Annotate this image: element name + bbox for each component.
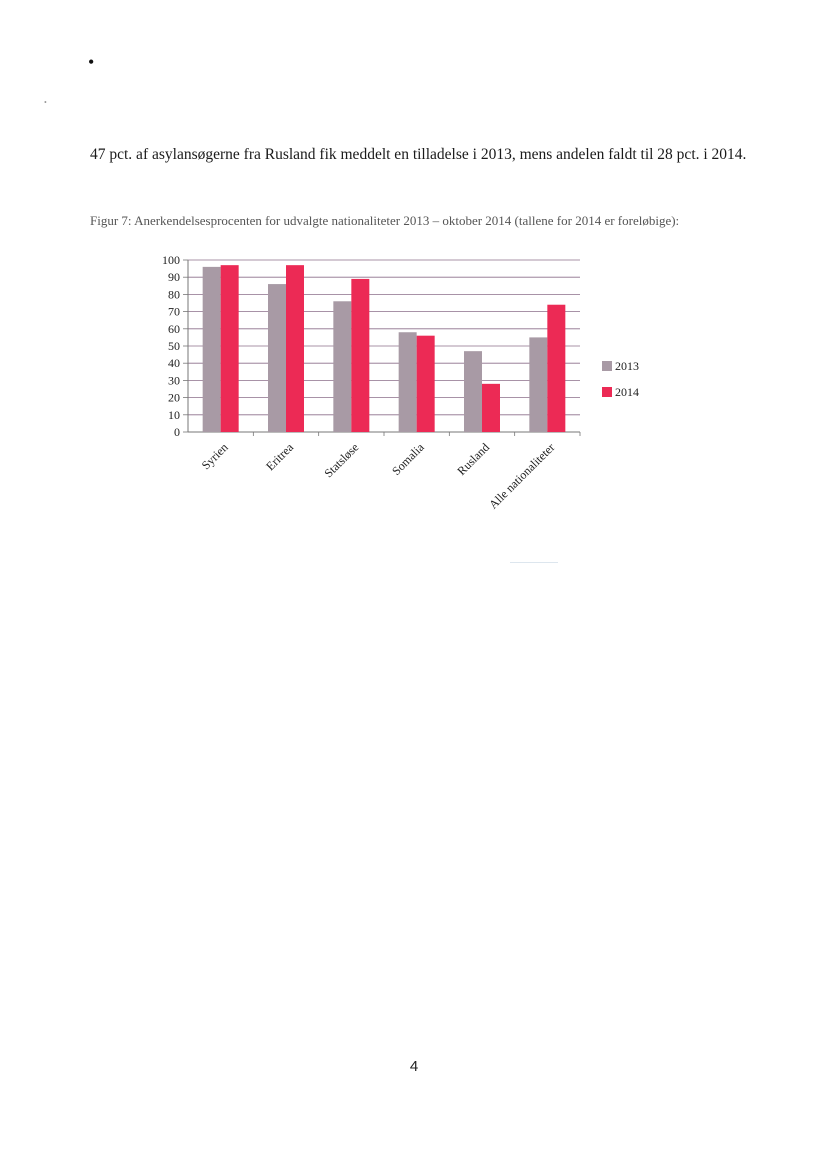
x-tick-label: Syrien (198, 440, 231, 473)
y-tick-label: 0 (174, 425, 180, 439)
y-tick-label: 80 (168, 287, 180, 302)
bar-2014 (547, 305, 565, 432)
y-tick-label: 90 (168, 270, 180, 285)
legend-swatch-2014 (602, 387, 612, 397)
x-tick-label: Alle nationaliteter (486, 440, 558, 512)
figure-caption: Figur 7: Anerkendelsesprocenten for udvalgte nationaliteter 2013 – oktober 2014 (tallene for 2014 er foreløbige): (90, 213, 680, 228)
bar-2014 (286, 265, 304, 432)
y-tick-label: 40 (168, 356, 180, 371)
legend-swatch-2013 (602, 361, 612, 371)
bullet-mark: • (88, 52, 95, 72)
bar-2013 (268, 284, 286, 432)
bar-2013 (464, 351, 482, 432)
y-tick-label: 30 (168, 373, 180, 388)
bar-2013 (529, 337, 547, 432)
bar-2013 (399, 332, 417, 432)
legend-label-2014: 2014 (615, 385, 639, 399)
y-tick-label: 10 (168, 407, 180, 422)
x-tick-label: Somalia (389, 440, 427, 478)
bar-2014 (482, 384, 500, 432)
y-tick-label: 70 (168, 304, 180, 319)
bar-2014 (221, 265, 239, 432)
legend-label-2013: 2013 (615, 359, 639, 373)
x-tick-label: Rusland (454, 440, 493, 478)
scan-speck: • (44, 98, 47, 107)
y-tick-label: 20 (168, 390, 180, 405)
bar-2014 (417, 336, 435, 432)
figure-chart (140, 248, 660, 548)
x-tick-label: Statsløse (321, 440, 362, 481)
bar-2014 (351, 279, 369, 432)
page-number: 4 (409, 1058, 419, 1075)
bar-chart (140, 248, 660, 548)
bar-2013 (333, 301, 351, 432)
scan-line-artifact (510, 562, 558, 563)
body-paragraph: 47 pct. af asylansøgerne fra Rusland fik meddelt en tilladelse i 2013, mens andelen faldt til 28 pct. i 2014. (90, 146, 747, 163)
y-tick-label: 50 (168, 339, 180, 353)
y-tick-label: 60 (168, 321, 180, 336)
bar-2013 (203, 267, 221, 432)
x-tick-label: Eritrea (263, 440, 297, 474)
y-tick-label: 100 (162, 253, 180, 267)
